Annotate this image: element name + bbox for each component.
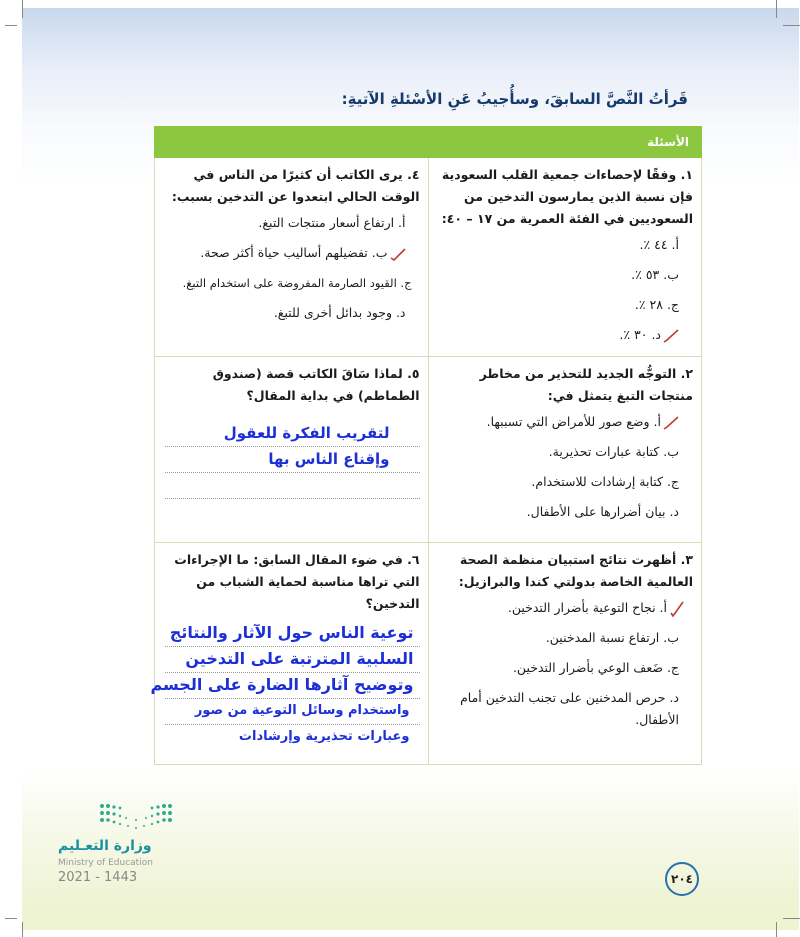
question-text: ٥. لماذا سَاقَ الكاتب قصة (صندوق الطماطم) في بداية المقال؟ bbox=[212, 366, 420, 403]
option[interactable]: ج. ضَعف الوعي بأضرار التدخين. bbox=[512, 660, 679, 675]
crop-mark bbox=[783, 918, 800, 919]
option[interactable]: ج. ٢٨ ٪. bbox=[634, 297, 679, 312]
option[interactable]: د. وجود بدائل أخرى للتبغ. bbox=[273, 305, 406, 320]
option[interactable]: أ. ٤٤ ٪. bbox=[639, 237, 679, 252]
answer-text: وعبارات تحذيرية وإرشادات bbox=[238, 729, 410, 744]
check-mark-icon bbox=[669, 601, 685, 617]
answer-text: السلبية المترتبة على التدخين bbox=[185, 649, 414, 668]
option-selected[interactable]: أ. نجاح التوعية بأضرار التدخين. bbox=[439, 593, 694, 623]
ministry-name-arabic: وزارة التعـليم bbox=[58, 838, 152, 854]
question-6 bbox=[150, 543, 429, 765]
instruction-title: قَرأتُ النَّصَّ السابقَ، وسأُجيبُ عَنِ الأسْئلةِ الآتيةِ: bbox=[341, 90, 688, 108]
crop-mark bbox=[776, 922, 777, 937]
option[interactable]: د. حرص المدخنين على تجنب التدخين أمام الأطفال. bbox=[460, 690, 679, 727]
answer-line[interactable] bbox=[165, 699, 420, 725]
check-mark-icon bbox=[390, 246, 406, 262]
option[interactable]: أ. ارتفاع أسعار منتجات التبغ. bbox=[258, 215, 406, 230]
answer-line[interactable] bbox=[165, 621, 420, 647]
crop-mark bbox=[5, 918, 17, 919]
ministry-name-english: Ministry of Education bbox=[58, 858, 153, 868]
crop-mark bbox=[22, 922, 23, 937]
edition-year: 2021 - 1443 bbox=[58, 870, 138, 885]
answer-text: وإقناع الناس بها bbox=[268, 450, 390, 468]
table-header: الأسئلة bbox=[155, 127, 702, 158]
answer-text: توعية الناس حول الآثار والنتائج bbox=[169, 623, 414, 642]
ministry-logo bbox=[58, 800, 248, 885]
option[interactable]: د. بيان أضرارها على الأطفال. bbox=[526, 504, 679, 519]
option[interactable]: ب. ٥٣ ٪. bbox=[631, 267, 679, 282]
check-mark-icon bbox=[663, 328, 679, 344]
option[interactable]: ج. كتابة إرشادات للاستخدام. bbox=[531, 474, 679, 489]
question-text: ٦. في ضوء المقال السابق: ما الإجراءات التي تراها مناسبة لحماية الشباب من التدخين؟ bbox=[174, 552, 420, 611]
answer-line[interactable] bbox=[165, 647, 420, 673]
option-selected[interactable]: د. ٣٠ ٪. bbox=[439, 320, 694, 350]
question-1 bbox=[428, 158, 702, 357]
table-row bbox=[155, 158, 702, 357]
table-row bbox=[155, 357, 702, 543]
question-text: ١. وفقًا لإحصاءات جمعية القلب السعودية فإن نسبة الذين يمارسون التدخين من السعوديين في الفئة العمرية من ١٧ – ٤٠: bbox=[441, 167, 693, 226]
ministry-dots-icon bbox=[94, 800, 194, 840]
question-5 bbox=[155, 357, 429, 543]
option-selected[interactable]: أ. وضع صور للأمراض التي تسببها. bbox=[439, 407, 694, 437]
crop-mark bbox=[22, 0, 23, 18]
page-number: ٢٠٤ bbox=[665, 862, 699, 896]
question-2 bbox=[428, 357, 702, 543]
answer-line[interactable] bbox=[165, 725, 420, 750]
answer-line[interactable] bbox=[165, 421, 420, 447]
question-3 bbox=[428, 543, 702, 765]
option-selected[interactable]: ب. تفضيلهم أساليب حياة أكثر صحة. bbox=[165, 238, 420, 268]
question-text: ٣. أظهرت نتائج استبيان منظمة الصحة العالمية الخاصة بدولتي كندا والبرازيل: bbox=[458, 552, 693, 589]
question-4 bbox=[155, 158, 429, 357]
question-text: ٢. التوجُّه الجديد للتحذير من مخاطر منتجات التبغ يتمثل في: bbox=[479, 366, 693, 403]
option[interactable]: ب. كتابة عبارات تحذيرية. bbox=[548, 444, 679, 459]
crop-mark bbox=[783, 25, 800, 26]
answer-text: لتقريب الفكرة للعقول bbox=[223, 424, 390, 442]
question-text: ٤. يرى الكاتب أن كثيرًا من الناس في الوقت الحالي ابتعدوا عن التدخين بسبب: bbox=[171, 167, 420, 204]
table-row bbox=[155, 543, 702, 765]
answer-line[interactable] bbox=[165, 447, 420, 473]
answer-text: واستخدام وسائل التوعية من صور bbox=[194, 703, 410, 718]
answer-text: وتوضيح آثارها الضارة على الجسم bbox=[150, 675, 414, 694]
answer-line[interactable] bbox=[150, 673, 420, 699]
crop-mark bbox=[776, 0, 777, 18]
check-mark-icon bbox=[663, 415, 679, 431]
answer-line[interactable] bbox=[165, 473, 420, 499]
option[interactable]: ب. ارتفاع نسبة المدخنين. bbox=[545, 630, 679, 645]
option[interactable]: ج. القيود الصارمة المفروضة على استخدام التبغ. bbox=[182, 276, 412, 290]
questions-table bbox=[150, 126, 702, 765]
crop-mark bbox=[5, 25, 17, 26]
